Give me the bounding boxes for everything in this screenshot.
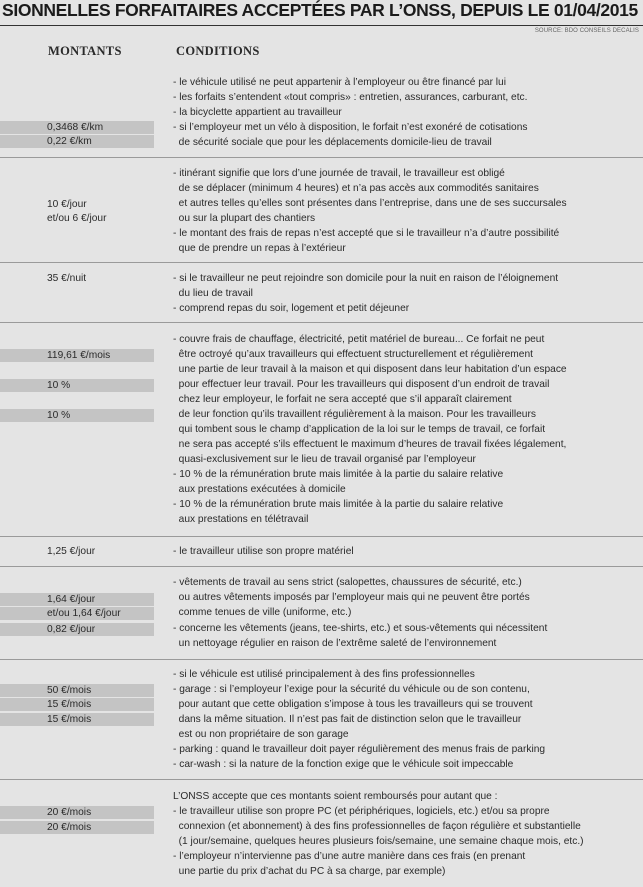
section-separator (0, 262, 643, 263)
condition-line: - comprend repas du soir, logement et petit déjeuner (173, 303, 410, 314)
section-separator (0, 322, 643, 323)
amount-pc-month: 20 €/mois (0, 806, 154, 819)
condition-line: - le travailleur utilise son propre PC (et périphériques, logiciels, etc.) et/ou sa propre (173, 806, 550, 817)
condition-line: - couvre frais de chauffage, électricité, petit matériel de bureau... Ce forfait ne peut (173, 334, 545, 345)
header-conditions: CONDITIONS (176, 44, 260, 58)
condition-line: pour autant que cette obligation s’impose à tous les travailleurs qui se trouvent (173, 699, 533, 710)
condition-line: un nettoyage régulier en raison de l’extrême saleté de l’environnement (173, 638, 497, 649)
condition-line: pour effectuer leur travail. Pour les travailleurs qui disposent d’un endroit de travail (173, 379, 550, 390)
amount-office-month: 119,61 €/mois (0, 349, 154, 362)
section-separator (0, 659, 643, 660)
condition-line: - itinérant signifie que lors d’une journée de travail, le travailleur est obligé (173, 168, 505, 179)
condition-line: une partie du prix d’achat du PC à sa charge, par exemple) (173, 866, 446, 877)
condition-line: - vêtements de travail au sens strict (salopettes, chaussures de sécurité, etc.) (173, 577, 522, 588)
condition-line: de se déplacer (minimum 4 heures) et n’a pas accès aux commodités sanitaires (173, 183, 539, 194)
condition-line: une partie de leur travail à la maison et qui disposent dans leur habitation d’un espace (173, 364, 567, 375)
amount-km-bicycle: 0,22 €/km (0, 135, 154, 148)
section-separator (0, 536, 643, 537)
condition-line: - la bicyclette appartient au travailleur (173, 107, 342, 118)
condition-line: - parking : quand le travailleur doit payer régulièrement des menus frais de parking (173, 744, 546, 755)
amount-internet-month: 20 €/mois (0, 821, 154, 834)
amount-clothes-day: 1,64 €/jour (0, 593, 154, 606)
condition-line: connexion (et abonnement) à des fins professionnelles de façon régulière et substantielle (173, 821, 581, 832)
page-title: SIONNELLES FORFAITAIRES ACCEPTÉES PAR L’ONSS, DEPUIS LE 01/04/2015 (2, 0, 638, 20)
amount-cleaning-day: 0,82 €/jour (0, 623, 154, 636)
condition-line: est ou non propriétaire de son garage (173, 729, 349, 740)
condition-line: - le travailleur utilise son propre matériel (173, 546, 354, 557)
amount-garage-month: 15 €/mois (0, 698, 154, 711)
amount-telework-percent: 10 % (0, 409, 154, 422)
amount-km-vehicle: 0,3468 €/km (0, 121, 154, 134)
condition-line: - concerne les vêtements (jeans, tee-shirts, etc.) et sous-vêtements qui nécessitent (173, 623, 548, 634)
title-rule (0, 25, 643, 26)
amount-meal-day: 10 €/jour (47, 199, 87, 210)
condition-line: du lieu de travail (173, 288, 253, 299)
amount-tools-day: 1,25 €/jour (47, 546, 96, 557)
section-separator (0, 157, 643, 158)
condition-line: que de prendre un repas à l’extérieur (173, 243, 346, 254)
section-separator (0, 779, 643, 780)
source-note: SOURCE: BDO CONSEILS DECALIS (534, 28, 639, 34)
condition-line: - 10 % de la rémunération brute mais limitée à la partie du salaire relative (173, 469, 504, 480)
condition-line: - le véhicule utilisé ne peut appartenir à l’employeur ou être financé par lui (173, 77, 506, 88)
amount-clothes-day-alt: et/ou 1,64 €/jour (0, 607, 154, 620)
section-separator (0, 566, 643, 567)
condition-line: - l’employeur n’intervienne pas d’une autre manière dans ces frais (en prenant (173, 851, 526, 862)
condition-line: être octroyé qu’aux travailleurs qui effectuent structurellement et régulièrement (173, 349, 533, 360)
condition-line: de leur fonction qu’ils travaillent régulièrement à la maison. Pour les travailleurs (173, 409, 536, 420)
condition-line: - si le véhicule est utilisé principalement à des fins professionnelles (173, 669, 475, 680)
condition-line: - 10 % de la rémunération brute mais limitée à la partie du salaire relative (173, 499, 504, 510)
condition-line: - si l’employeur met un vélo à disposition, le forfait n’est exonéré de cotisations (173, 122, 528, 133)
amount-office-percent: 10 % (0, 379, 154, 392)
condition-line: ou sur la plupart des chantiers (173, 213, 316, 224)
condition-line: comme tenues de ville (uniforme, etc.) (173, 607, 352, 618)
condition-line: et autres telles qu’elles sont présentes dans l’entreprise, dans une de ses succursales (173, 198, 567, 209)
condition-line: - si le travailleur ne peut rejoindre son domicile pour la nuit en raison de l’éloignement (173, 273, 559, 284)
condition-line: de sécurité sociale que pour les déplacements domicile-lieu de travail (173, 137, 492, 148)
condition-line: - le montant des frais de repas n’est accepté que si le travailleur n’a d’autre possibilité (173, 228, 560, 239)
condition-line: qui tombent sous le champ d’application de la loi sur le temps de travail, ce forfait (173, 424, 546, 435)
condition-line: chez leur employeur, le forfait ne sera accepté que s’il apparaît clairement (173, 394, 512, 405)
condition-line: - les forfaits s’entendent «tout compris» : entretien, assurances, carburant, etc. (173, 92, 528, 103)
condition-line: ne sera pas accepté s’ils effectuent le maximum d’heures de travail fixées légalement, (173, 439, 567, 450)
condition-line: quasi-exclusivement sur le lieu de travail organisé par l’employeur (173, 454, 476, 465)
amount-meal-day-alt: et/ou 6 €/jour (47, 213, 107, 224)
condition-line: - garage : si l’employeur l’exige pour la sécurité du véhicule ou de son contenu, (173, 684, 530, 695)
header-montants: MONTANTS (48, 44, 122, 58)
condition-line: - car-wash : si la nature de la fonction exige que le véhicule soit impeccable (173, 759, 514, 770)
condition-line: dans la même situation. Il n’est pas fait de distinction selon que le travailleur (173, 714, 522, 725)
amount-night: 35 €/nuit (47, 273, 87, 284)
condition-line: (1 jour/semaine, quelques heures plusieurs fois/semaine, une semaine chaque mois, etc.) (173, 836, 584, 847)
amount-parking-month: 15 €/mois (0, 713, 154, 726)
condition-line: L’ONSS accepte que ces montants soient remboursés pour autant que : (173, 791, 498, 802)
condition-line: ou autres vêtements imposés par l’employeur mais qui ne peuvent être portés (173, 592, 530, 603)
condition-line: aux prestations exécutées à domicile (173, 484, 346, 495)
amount-vehicle-month: 50 €/mois (0, 684, 154, 697)
condition-line: aux prestations en télétravail (173, 514, 309, 525)
